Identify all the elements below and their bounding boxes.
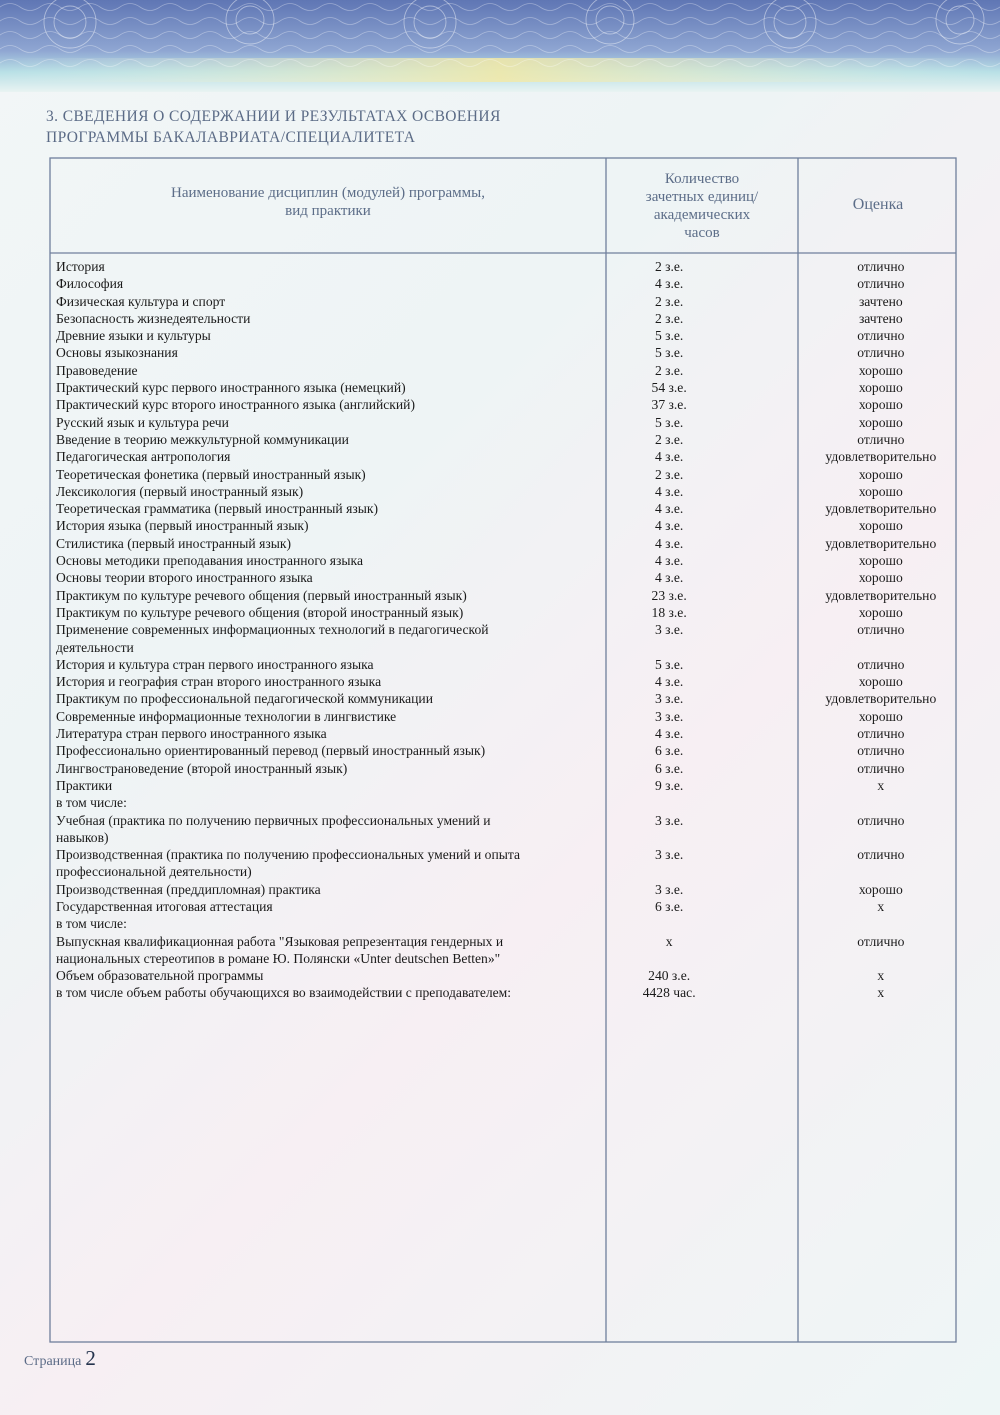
grade-value: х xyxy=(877,985,885,1001)
column-header-line: часов xyxy=(684,225,720,241)
table-row xyxy=(52,379,952,396)
discipline-name xyxy=(52,535,529,552)
credits-value: 3 з.е. xyxy=(654,691,684,707)
discipline-name-line: Лексикология (первый иностранный язык) xyxy=(56,483,304,499)
discipline-name-line: Профессионально ориентированный перевод (первый иностранный язык) xyxy=(56,743,486,759)
grade-value: хорошо xyxy=(858,604,903,620)
discipline-name xyxy=(52,483,529,500)
discipline-name xyxy=(52,587,529,604)
discipline-name-line: Физическая культура и спорт xyxy=(56,293,226,309)
credits-value: 4 з.е. xyxy=(654,535,684,551)
discipline-name-line: Государственная итоговая аттестация xyxy=(56,898,273,914)
column-header-grade: Оценка xyxy=(852,196,904,213)
table-row xyxy=(52,500,952,517)
section-heading-line: 3. СВЕДЕНИЯ О СОДЕРЖАНИИ И РЕЗУЛЬТАТАХ ОСВОЕНИЯ xyxy=(46,108,501,125)
discipline-name xyxy=(52,466,529,483)
table-row xyxy=(52,483,952,500)
table-row xyxy=(52,898,952,915)
discipline-name xyxy=(52,362,529,379)
discipline-name xyxy=(52,379,529,396)
discipline-name-line: Объем образовательной программы xyxy=(56,968,264,984)
grade-value: отлично xyxy=(857,760,905,776)
grade-value: удовлетворительно xyxy=(825,587,937,603)
discipline-name xyxy=(52,569,529,586)
discipline-name-line: профессиональной деятельности) xyxy=(56,864,252,880)
discipline-name-line: Производственная (практика по получению профессиональных умений и опыта xyxy=(56,847,520,863)
page-label: Страница xyxy=(24,1354,82,1369)
discipline-name xyxy=(52,690,529,707)
credits-value: х xyxy=(665,933,673,949)
table-row xyxy=(52,344,952,361)
discipline-name-line: История и культура стран первого иностранного языка xyxy=(56,656,374,672)
discipline-name-line: Практикум по культуре речевого общения (второй иностранный язык) xyxy=(56,604,464,620)
credits-value: 6 з.е. xyxy=(654,898,684,914)
grade-value: отлично xyxy=(857,726,905,742)
grade-value: хорошо xyxy=(858,483,903,499)
discipline-name xyxy=(52,656,529,673)
discipline-name xyxy=(52,604,529,621)
grade-value: х xyxy=(877,777,885,793)
credits-value: 23 з.е. xyxy=(651,587,687,603)
grade-value: удовлетворительно xyxy=(825,449,937,465)
column-header-line: зачетных единиц/ xyxy=(645,189,759,205)
column-header-discipline xyxy=(52,184,604,220)
decorative-guilloche-band xyxy=(0,0,1000,92)
table-row xyxy=(52,275,952,292)
credits-value: 3 з.е. xyxy=(654,847,684,863)
discipline-name-line: национальных стереотипов в романе Ю. Полянски «Unter deutschen Betten»" xyxy=(56,950,501,966)
discipline-name xyxy=(52,500,529,517)
column-header-line: Наименование дисциплин (модулей) программы, xyxy=(171,185,485,201)
discipline-name-line: Теоретическая грамматика (первый иностранный язык) xyxy=(56,501,378,517)
grade-value: хорошо xyxy=(858,570,903,586)
discipline-name xyxy=(52,327,529,344)
credits-value: 4 з.е. xyxy=(654,674,684,690)
table-row xyxy=(52,725,952,742)
credits-value: 4 з.е. xyxy=(654,501,684,517)
discipline-name xyxy=(52,846,529,881)
table-row xyxy=(52,690,952,707)
discipline-name xyxy=(52,448,529,465)
table-row xyxy=(52,293,952,310)
discipline-name-line: Лингвострановедение (второй иностранный язык) xyxy=(56,760,348,776)
credits-value: 4428 час. xyxy=(642,985,696,1001)
credits-value: 2 з.е. xyxy=(654,293,684,309)
grade-value: хорошо xyxy=(858,466,903,482)
discipline-name-line: Основы языкознания xyxy=(56,345,178,361)
grade-value: хорошо xyxy=(858,397,903,413)
discipline-name-line: Русский язык и культура речи xyxy=(56,414,229,430)
discipline-name-line: в том числе: xyxy=(56,795,127,811)
credits-value: 4 з.е. xyxy=(654,518,684,534)
credits-value: 4 з.е. xyxy=(654,483,684,499)
credits-value: 5 з.е. xyxy=(654,656,684,672)
page-footer xyxy=(24,1346,96,1371)
credits-value: 18 з.е. xyxy=(651,604,687,620)
discipline-name xyxy=(52,742,529,759)
credits-value: 2 з.е. xyxy=(654,259,684,274)
grade-value: хорошо xyxy=(858,414,903,430)
credits-value: 2 з.е. xyxy=(654,310,684,326)
discipline-name-line: Практикум по культуре речевого общения (первый иностранный язык) xyxy=(56,587,467,603)
grade-value: отлично xyxy=(857,933,905,949)
grade-value: отлично xyxy=(857,743,905,759)
credits-value: 4 з.е. xyxy=(654,726,684,742)
table-row xyxy=(52,742,952,759)
credits-value: 3 з.е. xyxy=(654,708,684,724)
table-row xyxy=(52,310,952,327)
discipline-name-line: Учебная (практика по получению первичных профессиональных умений и xyxy=(56,812,491,828)
grade-value: зачтено xyxy=(858,310,903,326)
discipline-name xyxy=(52,310,529,327)
table-row xyxy=(52,448,952,465)
table-row xyxy=(52,967,952,984)
table-row xyxy=(52,984,952,1001)
column-header-line: академических xyxy=(653,207,751,223)
table-row xyxy=(52,569,952,586)
grade-value: отлично xyxy=(857,431,905,447)
page-number: 2 xyxy=(85,1346,96,1370)
table-row xyxy=(52,258,952,275)
table-row xyxy=(52,933,952,968)
credits-value: 3 з.е. xyxy=(654,812,684,828)
credits-value: 6 з.е. xyxy=(654,760,684,776)
grade-value: отлично xyxy=(857,328,905,344)
grade-value: хорошо xyxy=(858,362,903,378)
discipline-name xyxy=(52,812,529,847)
credits-value: 4 з.е. xyxy=(654,276,684,292)
grade-value: хорошо xyxy=(858,380,903,396)
discipline-name xyxy=(52,777,529,794)
credits-value: 6 з.е. xyxy=(654,743,684,759)
discipline-name-line: История языка (первый иностранный язык) xyxy=(56,518,309,534)
grade-value: отлично xyxy=(857,259,905,274)
discipline-name-line: в том числе: xyxy=(56,916,127,932)
discipline-name-line: навыков) xyxy=(56,829,109,845)
credits-value: 240 з.е. xyxy=(648,968,691,984)
credits-value: 4 з.е. xyxy=(654,553,684,569)
discipline-name-line: Литература стран первого иностранного языка xyxy=(56,726,327,742)
table-row xyxy=(52,673,952,690)
discipline-name-line: Производственная (преддипломная) практика xyxy=(56,881,321,897)
grade-value: отлично xyxy=(857,276,905,292)
discipline-name-line: Практикум по профессиональной педагогической коммуникации xyxy=(56,691,433,707)
grade-value: хорошо xyxy=(858,518,903,534)
discipline-name-line: История и география стран второго иностранного языка xyxy=(56,674,382,690)
discipline-name-line: Основы теории второго иностранного языка xyxy=(56,570,313,586)
table-row xyxy=(52,812,952,847)
table-row xyxy=(52,777,952,794)
credits-value: 5 з.е. xyxy=(654,414,684,430)
discipline-name xyxy=(52,293,529,310)
discipline-name xyxy=(52,344,529,361)
discipline-name xyxy=(52,898,529,915)
table-row xyxy=(52,760,952,777)
grade-value: удовлетворительно xyxy=(825,535,937,551)
discipline-name-line: Теоретическая фонетика (первый иностранный язык) xyxy=(56,466,366,482)
table-row xyxy=(52,396,952,413)
discipline-name xyxy=(52,794,529,811)
discipline-name-line: Основы методики преподавания иностранного языка xyxy=(56,553,363,569)
table-row xyxy=(52,604,952,621)
discipline-name-line: Практический курс второго иностранного языка (английский) xyxy=(56,397,415,413)
discipline-name xyxy=(52,760,529,777)
table-row xyxy=(52,552,952,569)
credits-value: 3 з.е. xyxy=(654,622,684,638)
discipline-name xyxy=(52,967,529,984)
grade-value: отлично xyxy=(857,656,905,672)
grade-value: отлично xyxy=(857,812,905,828)
grade-value: хорошо xyxy=(858,553,903,569)
credits-value: 37 з.е. xyxy=(651,397,687,413)
credits-value: 4 з.е. xyxy=(654,570,684,586)
discipline-name xyxy=(52,621,529,656)
table-row xyxy=(52,621,952,656)
table-row xyxy=(52,708,952,725)
table-row xyxy=(52,466,952,483)
credits-value: 54 з.е. xyxy=(651,380,687,396)
grade-value: отлично xyxy=(857,345,905,361)
discipline-name-line: в том числе объем работы обучающихся во взаимодействии с преподавателем: xyxy=(56,985,512,1001)
discipline-name xyxy=(52,275,529,292)
discipline-name-line: Безопасность жизнедеятельности xyxy=(56,310,251,326)
discipline-name xyxy=(52,984,529,1001)
discipline-name-line: Практический курс первого иностранного языка (немецкий) xyxy=(56,380,406,396)
table-row xyxy=(52,431,952,448)
credits-value: 4 з.е. xyxy=(654,449,684,465)
discipline-name-line: Введение в теорию межкультурной коммуникации xyxy=(56,431,349,447)
section-heading xyxy=(46,106,666,148)
grade-value: х xyxy=(877,898,885,914)
credits-value: 5 з.е. xyxy=(654,328,684,344)
discipline-name xyxy=(52,414,529,431)
credits-value: 2 з.е. xyxy=(654,362,684,378)
table-row xyxy=(52,362,952,379)
table-row xyxy=(52,414,952,431)
discipline-name-line: Правоведение xyxy=(56,362,138,378)
credits-value: 2 з.е. xyxy=(654,466,684,482)
table-row xyxy=(52,656,952,673)
grade-value: отлично xyxy=(857,847,905,863)
table-row xyxy=(52,535,952,552)
grade-value: удовлетворительно xyxy=(825,501,937,517)
grade-value: хорошо xyxy=(858,881,903,897)
guilloche-pattern xyxy=(0,0,1000,92)
column-header-credits xyxy=(606,170,798,242)
discipline-name-line: Выпускная квалификационная работа "Языковая репрезентация гендерных и xyxy=(56,933,504,949)
table-row xyxy=(52,846,952,881)
discipline-name xyxy=(52,673,529,690)
table-row xyxy=(52,587,952,604)
discipline-name xyxy=(52,725,529,742)
table-row xyxy=(52,881,952,898)
discipline-name xyxy=(52,881,529,898)
credits-value: 5 з.е. xyxy=(654,345,684,361)
grade-value: удовлетворительно xyxy=(825,691,937,707)
discipline-name-line: Современные информационные технологии в лингвистике xyxy=(56,708,397,724)
table-row xyxy=(52,915,952,932)
table-row xyxy=(52,327,952,344)
discipline-name-line: Философия xyxy=(56,276,124,292)
discipline-name xyxy=(52,915,529,932)
discipline-name xyxy=(52,396,529,413)
discipline-name-line: Практики xyxy=(56,777,113,793)
table-body xyxy=(52,258,952,1002)
section-heading-line: ПРОГРАММЫ БАКАЛАВРИАТА/СПЕЦИАЛИТЕТА xyxy=(46,129,416,146)
discipline-name-line: Древние языки и культуры xyxy=(56,328,211,344)
discipline-name-line: Стилистика (первый иностранный язык) xyxy=(56,535,291,551)
discipline-name xyxy=(52,517,529,534)
credits-value: 2 з.е. xyxy=(654,431,684,447)
discipline-name xyxy=(52,552,529,569)
column-header-line: Количество xyxy=(664,171,740,187)
credits-value: 9 з.е. xyxy=(654,777,684,793)
grade-value: хорошо xyxy=(858,674,903,690)
credits-value: 3 з.е. xyxy=(654,881,684,897)
table-row xyxy=(52,794,952,811)
discipline-name-line: Применение современных информационных технологий в педагогической xyxy=(56,622,489,638)
discipline-name-line: История xyxy=(56,259,105,274)
grade-value: отлично xyxy=(857,622,905,638)
discipline-name xyxy=(52,258,529,275)
discipline-name xyxy=(52,431,529,448)
grade-value: зачтено xyxy=(858,293,903,309)
discipline-name xyxy=(52,933,529,968)
grade-value: х xyxy=(877,968,885,984)
grade-value: хорошо xyxy=(858,708,903,724)
discipline-name-line: деятельности xyxy=(56,639,134,655)
table-row xyxy=(52,517,952,534)
column-header-line: вид практики xyxy=(285,203,371,219)
discipline-name-line: Педагогическая антропология xyxy=(56,449,231,465)
discipline-name xyxy=(52,708,529,725)
